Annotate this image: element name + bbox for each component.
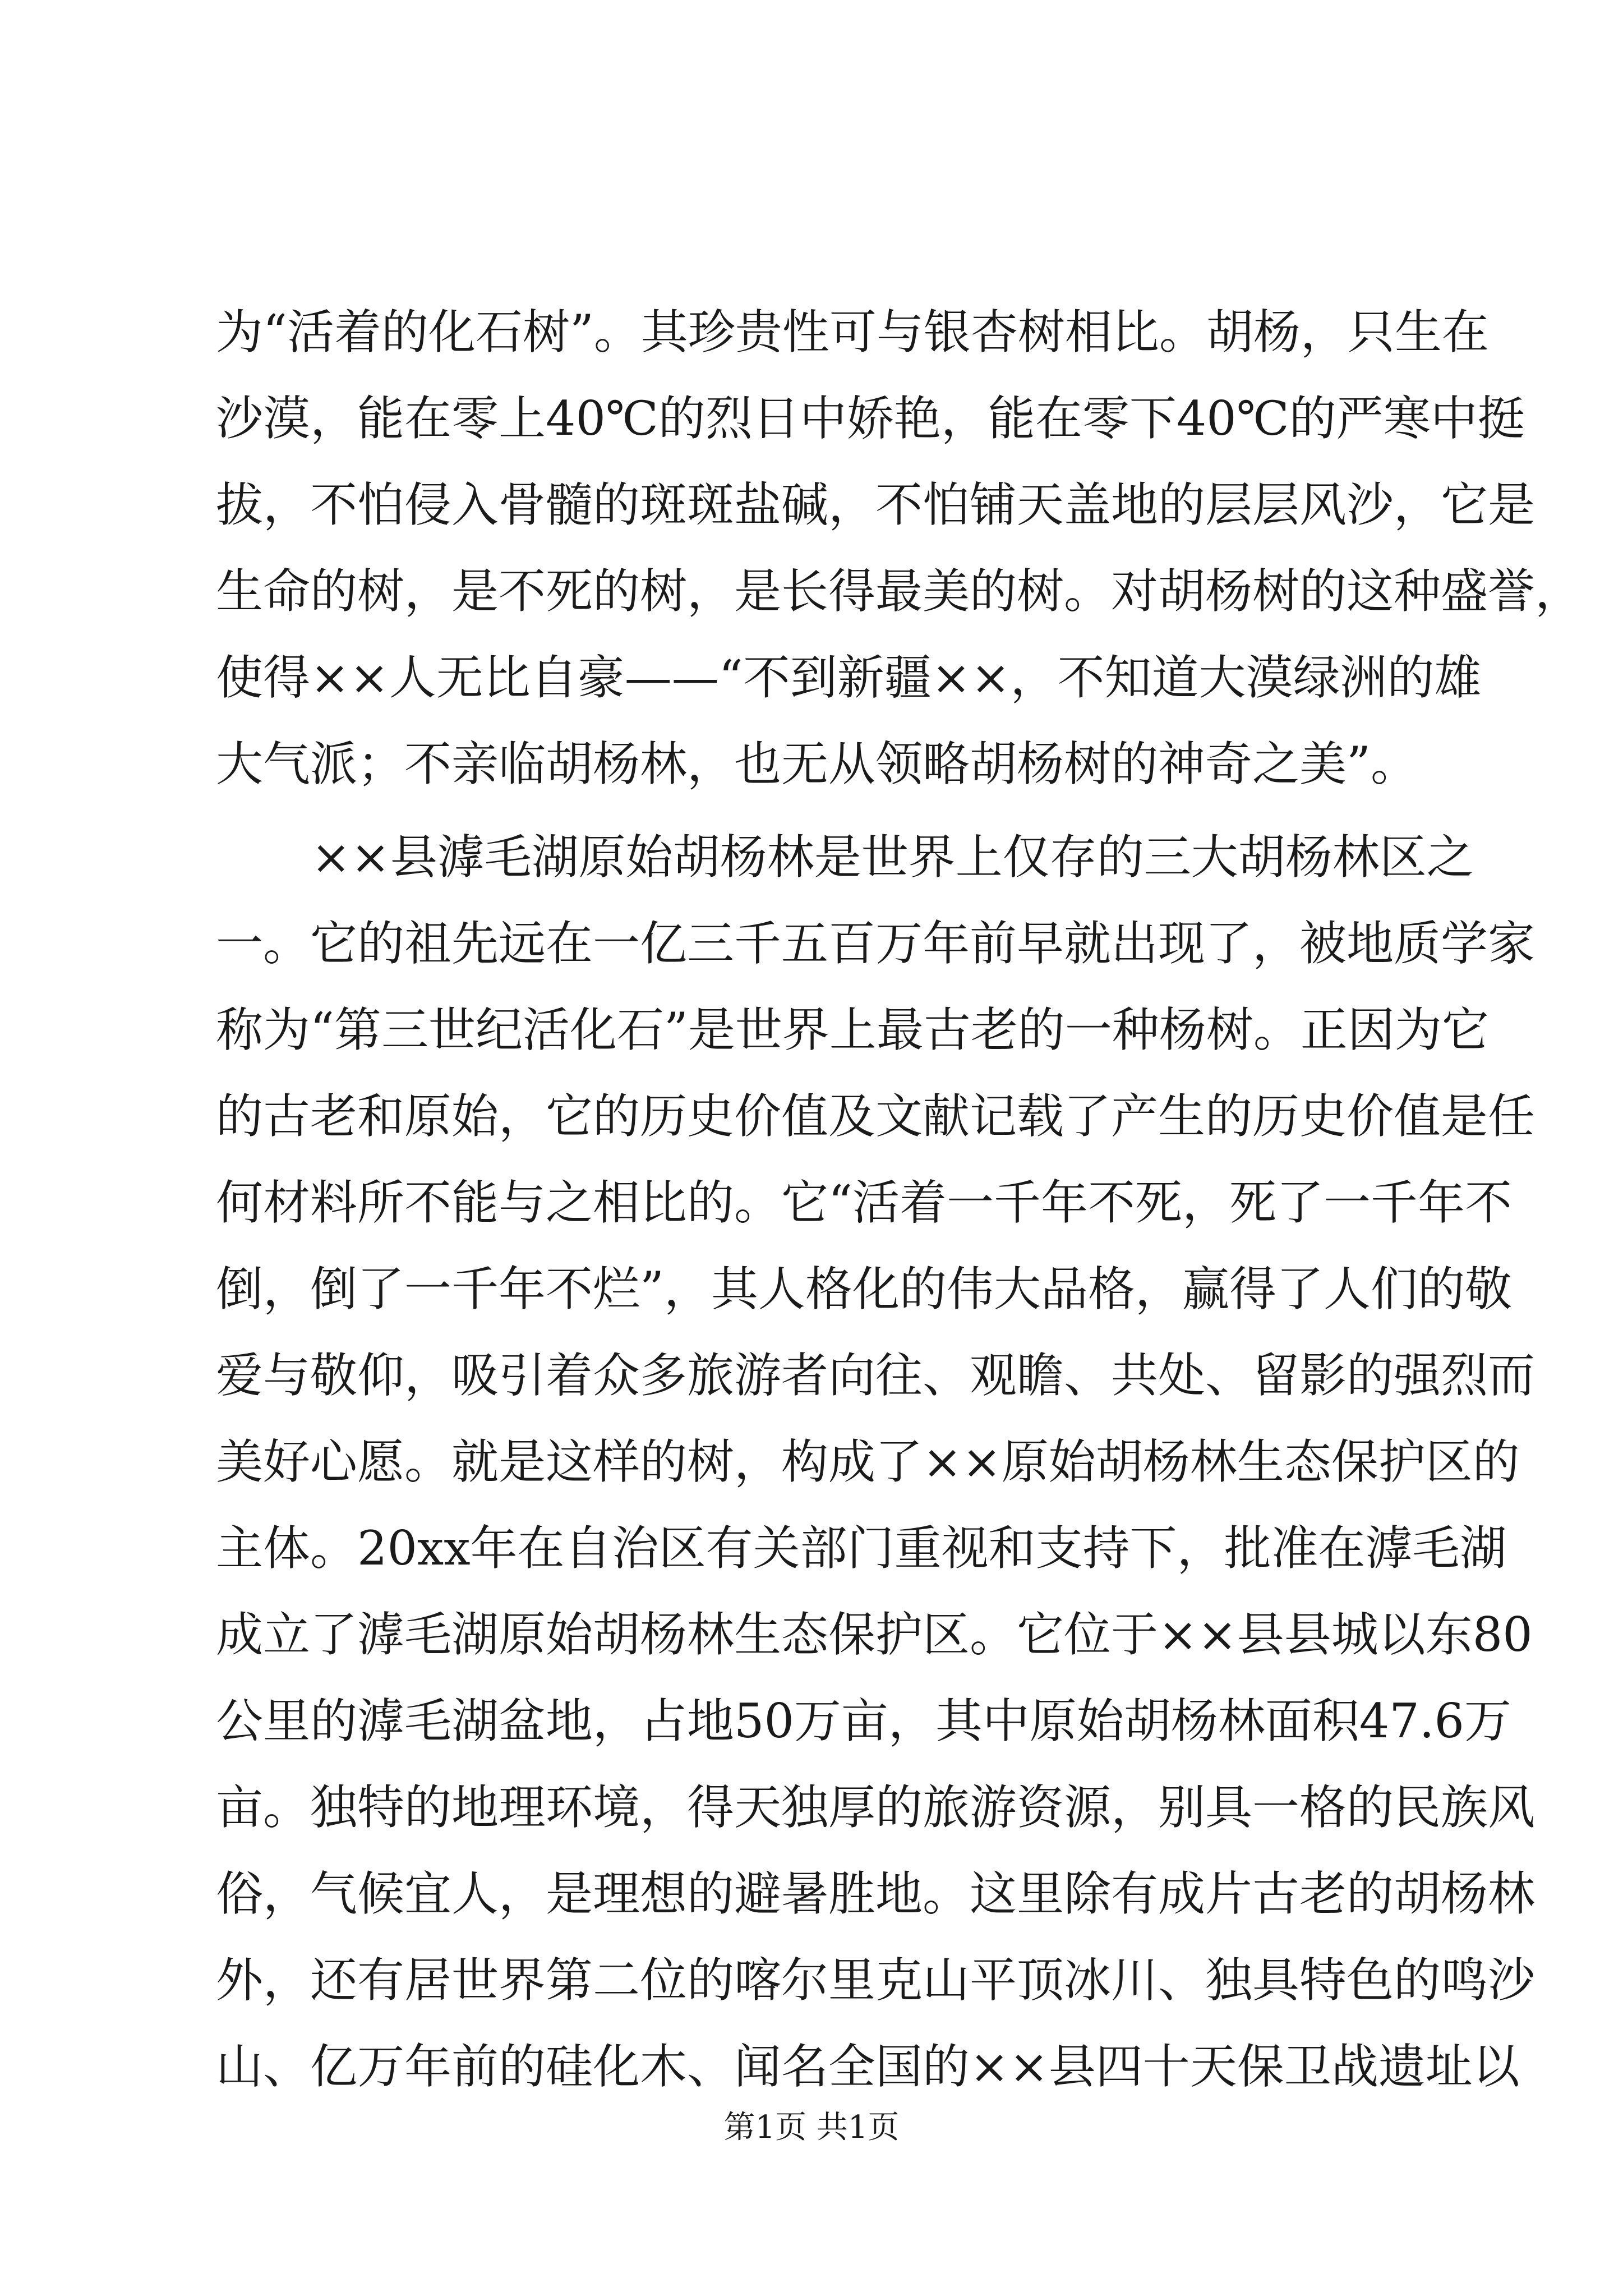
text-line: 何材料所不能与之相比的。它“活着一千年不死，死了一千年不 [216,1175,1512,1230]
text-line: 一。它的祖先远在一亿三千五百万年前早就出现了，被地质学家 [216,916,1536,971]
text-line: 美好心愿。就是这样的树，构成了××原始胡杨林生态保护区的 [216,1434,1520,1489]
text-line: 生命的树，是不死的树，是长得最美的树。对胡杨树的这种盛誉， [216,564,1583,619]
page-number-label: 第1页 共1页 [723,2109,900,2146]
text-line: 为“活着的化石树”。其珍贵性可与银杏树相比。胡杨，只生在 [216,305,1489,360]
text-line: 的古老和原始，它的历史价值及文献记载了产生的历史价值是任 [216,1089,1536,1144]
text-line: 俗，气候宜人，是理想的避暑胜地。这里除有成片古老的胡杨林 [216,1866,1536,1921]
text-line: 主体。20xx年在自治区有关部门重视和支持下，批准在滹毛湖 [216,1521,1507,1576]
text-line: 沙漠，能在零上40℃的烈日中娇艳，能在零下40℃的严寒中挺 [216,391,1525,446]
text-line: 爱与敬仰，吸引着众多旅游者向往、观瞻、共处、留影的强烈而 [216,1348,1536,1403]
text-line: 称为“第三世纪活化石”是世界上最古老的一种杨树。正因为它 [216,1002,1489,1057]
text-line: 亩。独特的地理环境，得天独厚的旅游资源，别具一格的民族风 [216,1780,1536,1835]
text-line: 公里的滹毛湖盆地，占地50万亩，其中原始胡杨林面积47.6万 [216,1694,1511,1749]
text-line: 外，还有居世界第二位的喀尔里克山平顶冰川、独具特色的鸣沙 [216,1953,1536,2008]
page-footer [0,2108,1623,2147]
text-line: 大气派；不亲临胡杨林，也无从领略胡杨树的神奇之美”。 [216,737,1418,792]
text-line: 使得××人无比自豪——“不到新疆××，不知道大漠绿洲的雄 [216,650,1482,705]
paragraph-1 [216,289,1583,807]
text-line: 成立了滹毛湖原始胡杨林生态保护区。它位于××县县城以东80 [216,1607,1533,1662]
text-line: 倒，倒了一千年不烂”，其人格化的伟大品格，赢得了人们的敬 [216,1262,1512,1317]
paragraph-gap [216,807,1410,814]
text-line: 山、亿万年前的硅化木、闻名全国的××县四十天保卫战遗址以 [216,2039,1520,2094]
text-line: ××县滹毛湖原始胡杨林是世界上仅存的三大胡杨林区之 [311,830,1474,885]
text-line: 拔，不怕侵入骨髓的斑斑盐碱，不怕铺天盖地的层层风沙，它是 [216,477,1536,532]
document-body [216,289,1583,2110]
paragraph-2 [216,814,1536,2110]
